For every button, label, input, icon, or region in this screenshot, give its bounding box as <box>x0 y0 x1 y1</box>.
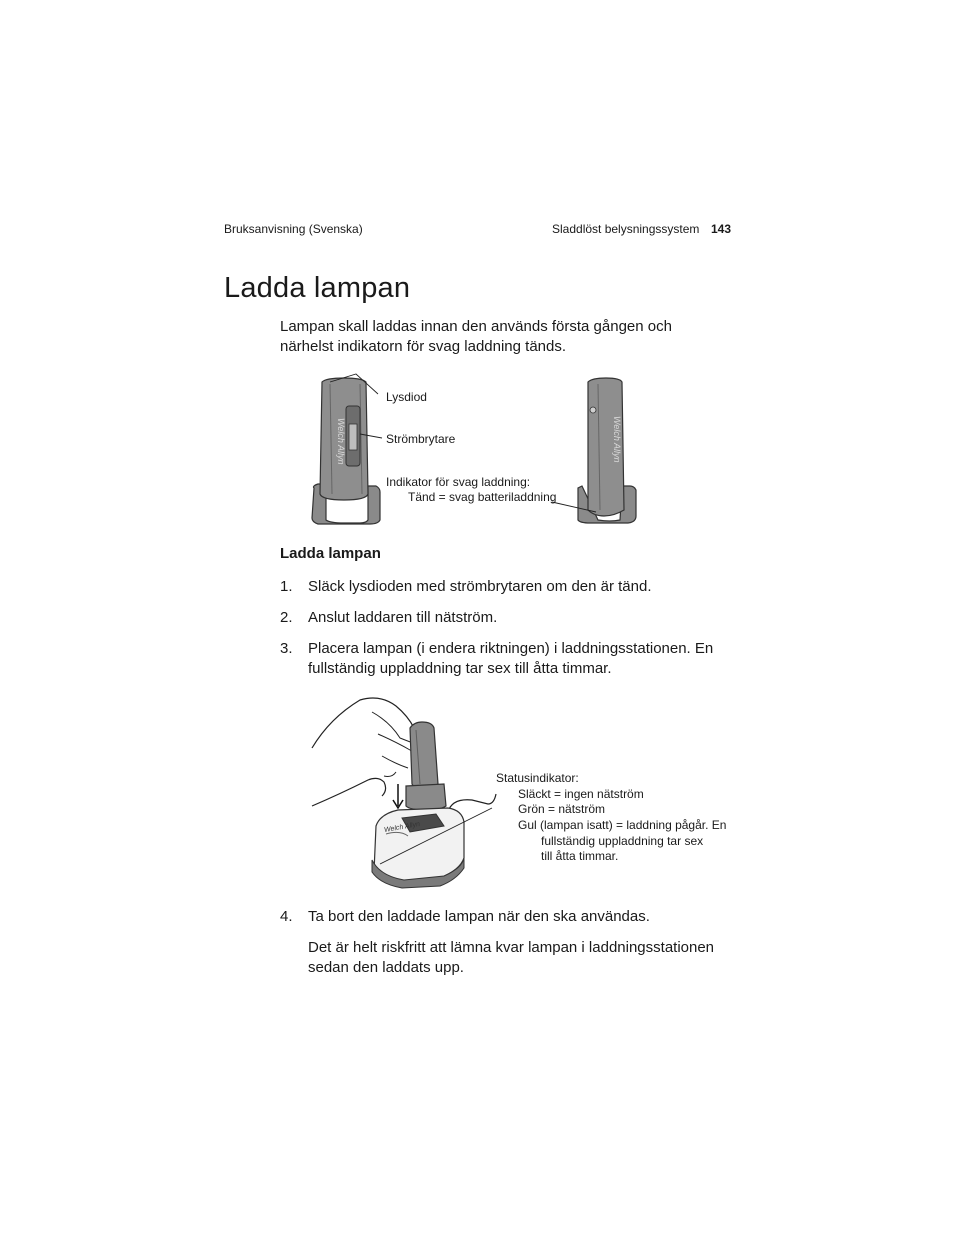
note-line: Det är helt riskfritt att lämna kvar lampan i laddningsstationen <box>308 939 715 956</box>
step-number: 3. <box>280 640 293 657</box>
step-line: fullständig uppladdning tar sex till åtta timmar. <box>308 659 612 677</box>
step-text: Anslut laddaren till nätström. <box>308 609 498 626</box>
status-yellow-cont: fullständig uppladdning tar sex <box>541 834 704 848</box>
status-off: Släckt = ingen nätström <box>518 787 644 801</box>
intro-line: Lampan skall laddas innan den används första gången och <box>280 318 672 335</box>
status-yellow: Gul (lampan isatt) = laddning pågår. En <box>518 818 727 832</box>
label-low-charge-detail: Tänd = svag batteriladdning <box>408 490 557 504</box>
note-line: sedan den laddats upp. <box>308 958 464 976</box>
status-indicator-title: Statusindikator: <box>496 771 579 785</box>
section-subheading: Ladda lampan <box>280 545 381 562</box>
note-paragraph <box>308 938 714 977</box>
status-green: Grön = nätström <box>518 802 606 816</box>
step-text: Ta bort den laddade lampan när den ska användas. <box>308 908 650 925</box>
step-number: 2. <box>280 609 293 626</box>
brand-logo-back: Welch Allyn <box>612 416 622 463</box>
intro-line: närhelst indikatorn för svag laddning tänds. <box>280 337 567 355</box>
step-number: 4. <box>280 908 293 925</box>
step-line: Placera lampan (i endera riktningen) i laddningsstationen. En <box>308 640 714 657</box>
label-low-charge: Indikator för svag laddning: <box>386 475 531 489</box>
label-led: Lysdiod <box>386 390 427 404</box>
header-left: Bruksanvisning (Svenska) <box>224 222 363 236</box>
label-switch: Strömbrytare <box>386 432 456 446</box>
down-arrow-icon <box>393 784 403 808</box>
page-number: 143 <box>711 222 732 236</box>
brand-logo-front: Welch Allyn <box>336 418 346 465</box>
header-right: Sladdlöst belysningssystem <box>552 222 700 236</box>
brand-logo-charger: Welch Allyn <box>383 820 421 835</box>
page-title: Ladda lampan <box>224 272 411 304</box>
lamp-in-hand-illustration <box>406 722 446 810</box>
step-text: Släck lysdioden med strömbrytaren om den är tänd. <box>308 578 652 595</box>
charger-station-illustration <box>372 794 496 888</box>
status-yellow-cont: till åtta timmar. <box>541 849 619 863</box>
step-number: 1. <box>280 578 293 595</box>
